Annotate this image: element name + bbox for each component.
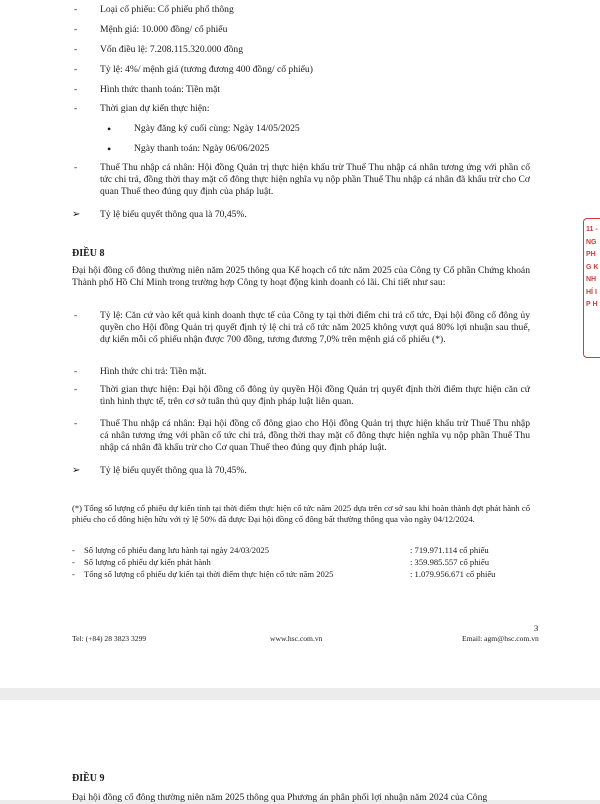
article-8-rate: Tỷ lệ: Căn cứ vào kết quả kinh doanh thực tế của Công ty tại thời điểm chi trả cổ tức, Đại hội đồng cổ đông ủy quyền cho Hội đồng Quản trị quyết định tỷ lệ chi trả cổ tức năm 2025 không vượt quá 80% lợi nhuận sau thuế, dự kiến mỗi cổ phiếu nhận được 700 đồng, tương đương 7,0% trên mệnh giá cổ phiếu (*). xyxy=(100,310,530,346)
list-dash: - xyxy=(74,384,78,395)
share-table-label: Tổng số lượng cổ phiếu dự kiến tại thời điểm thực hiện cổ tức năm 2025 xyxy=(84,569,334,579)
list-dash: - xyxy=(72,569,75,579)
document-page-4 xyxy=(0,700,600,803)
vote-result-article7: Tỷ lệ biểu quyết thông qua là 70,45%. xyxy=(100,209,247,220)
stamp-text: NH xyxy=(586,276,597,283)
list-dash: - xyxy=(74,4,78,15)
list-dash: - xyxy=(74,418,78,429)
stamp-text: HÍ I xyxy=(586,288,597,296)
stamp-text: PH xyxy=(586,251,596,258)
list-dash: - xyxy=(72,545,75,555)
share-table-label: Số lượng cổ phiếu dự kiến phát hành xyxy=(84,557,211,567)
stamp-text: G K xyxy=(586,263,599,271)
footer-website: www.hsc.com.vn xyxy=(270,634,323,643)
list-dash: - xyxy=(74,24,78,35)
list-dash: - xyxy=(74,44,78,55)
article-8-tax: Thuế Thu nhập cá nhân: Đại hội đồng cổ đông giao cho Hội đồng Quản trị thực hiện khấu trừ Thuế Thu nhập cá nhân tương ứng với phần cổ tức chi trả, đồng thời thay mặt cổ đông thực hiện nghĩa vụ nộp phần Thuế Thu nhập cá nhân đã khấu trừ cho Cơ quan Thuế theo đúng quy định pháp luật. xyxy=(100,418,530,454)
payout-item-type: Loại cổ phiếu: Cổ phiếu phổ thông xyxy=(100,4,234,15)
article-9-heading: ĐIỀU 9 xyxy=(72,773,105,784)
footer-tel: Tel: (+84) 28 3823 3299 xyxy=(72,634,147,643)
article-8-heading: ĐIỀU 8 xyxy=(72,248,105,259)
stamp-text: P H xyxy=(586,301,598,308)
arrow-bullet-icon: ➢ xyxy=(72,209,81,220)
vote-result-article8: Tỷ lệ biểu quyết thông qua là 70,45%. xyxy=(100,465,247,476)
bullet-dot: • xyxy=(107,142,112,156)
payout-item-timeline: Thời gian dự kiến thực hiện: xyxy=(100,103,210,114)
article-8-intro: Đại hội đồng cổ đông thường niên năm 2025 thông qua Kế hoạch cổ tức năm 2025 của Công ty Cổ phần Chứng khoán Thành phố Hồ Chí Minh trong trường hợp Công ty hoạt động kinh doanh có lãi. Chi tiết như sau: xyxy=(72,265,530,289)
timeline-payment-date: Ngày thanh toán: Ngày 06/06/2025 xyxy=(134,143,270,154)
list-dash: - xyxy=(74,103,78,114)
share-table-value: : 719.971.114 cổ phiếu xyxy=(410,545,489,555)
list-dash: - xyxy=(74,84,78,95)
company-seal-stamp xyxy=(583,218,600,358)
payout-item-charter-capital: Vốn điều lệ: 7.208.115.320.000 đồng xyxy=(100,44,244,55)
tax-item: Thuế Thu nhập cá nhân: Hội đồng Quản trị thực hiện khấu trừ Thuế Thu nhập cá nhân tương ứng với phần cổ tức chi trả, đồng thời thay mặt cổ đông thực hiện nghĩa vụ nộp phần Thuế Thu nhập cá nhân đã khấu trừ cho Cơ quan Thuế theo đúng quy định của pháp luật. xyxy=(100,162,530,198)
footnote: (*) Tổng số lượng cổ phiếu dự kiến tính tại thời điểm thực hiện cổ tức năm 2025 dựa trên cơ sở sau khi hoàn thành đợt phát hành cổ phiếu cho cổ đông hiện hữu với tỷ lệ 50% đã được Đại hội đồng cổ đông bất thường thông qua vào ngày 04/12/2024. xyxy=(72,503,530,524)
list-dash: - xyxy=(74,162,78,173)
list-dash: - xyxy=(74,366,78,377)
share-table-label: Số lượng cổ phiếu đang lưu hành tại ngày 24/03/2025 xyxy=(84,545,269,555)
stamp-text: NG xyxy=(586,238,597,246)
share-table-value: : 359.985.557 cổ phiếu xyxy=(410,557,490,567)
article-9-intro: Đại hội đồng cổ đông thường niên năm 2025 thông qua Phương án phân phối lợi nhuận năm 2024 của Công xyxy=(72,792,488,803)
payout-item-par-value: Mệnh giá: 10.000 đồng/ cổ phiếu xyxy=(100,24,228,35)
bullet-dot: • xyxy=(107,122,112,136)
list-dash: - xyxy=(74,310,78,321)
article-8-timing: Thời gian thực hiện: Đại hội đồng cổ đông ủy quyền Hội đồng Quản trị quyết định thời điểm thực hiện căn cứ tình hình thực tế, trên cơ sở tuân thủ quy định pháp luật liên quan. xyxy=(100,384,530,408)
payout-item-payment-method: Hình thức thanh toán: Tiền mặt xyxy=(100,84,221,95)
footer-email: Email: agm@hsc.com.vn xyxy=(462,634,539,643)
arrow-bullet-icon: ➢ xyxy=(72,465,81,476)
timeline-record-date: Ngày đăng ký cuối cùng: Ngày 14/05/2025 xyxy=(134,123,300,134)
payout-item-rate: Tỷ lệ: 4%/ mệnh giá (tương đương 400 đồng/ cổ phiếu) xyxy=(100,64,313,75)
stamp-text: 11 - xyxy=(586,226,598,233)
list-dash: - xyxy=(74,64,78,75)
list-dash: - xyxy=(72,557,75,567)
page-number: 3 xyxy=(534,623,539,633)
article-8-payment-method: Hình thức chi trả: Tiền mặt. xyxy=(100,366,207,377)
share-table-value: : 1.079.956.671 cổ phiếu xyxy=(410,569,496,579)
